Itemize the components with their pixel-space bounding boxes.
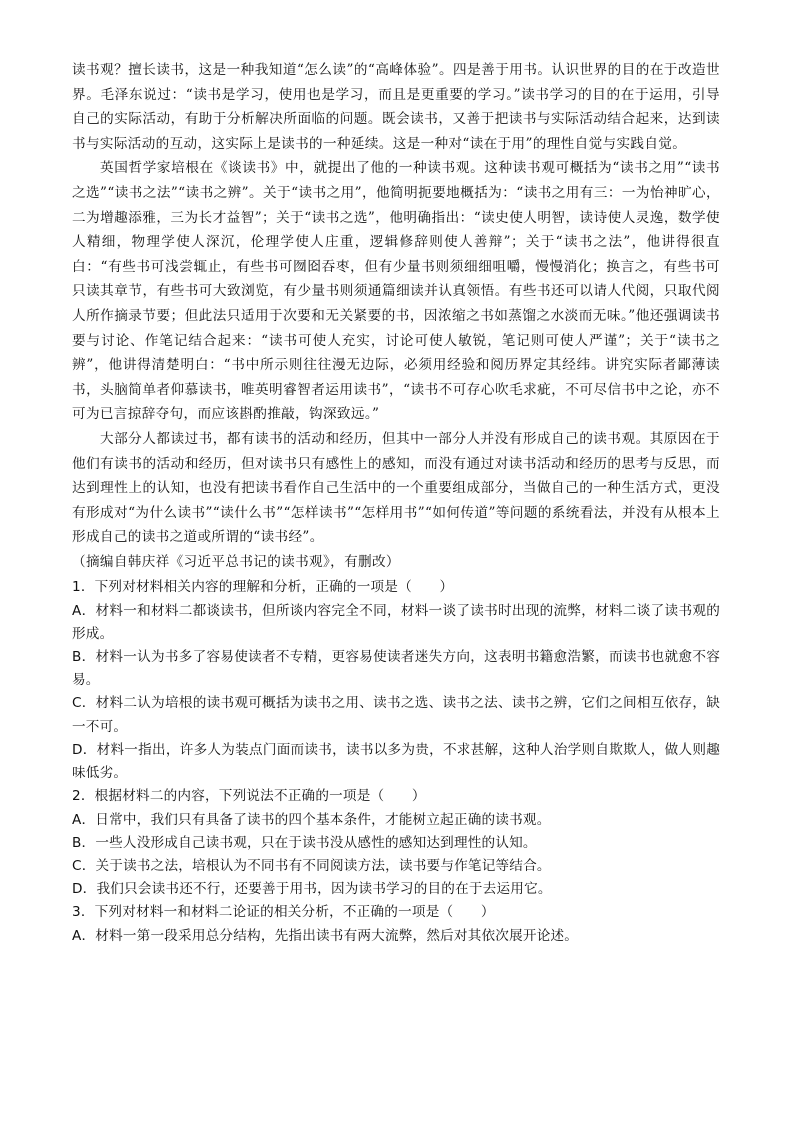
question-stem: 2．根据材料二的内容，下列说法不正确的一项是（ ）	[72, 788, 426, 805]
question-3	[72, 901, 720, 947]
question-list	[72, 576, 720, 947]
question-option: B．一些人没形成自己读书观，只在于读书没从感性的感知达到理性的认知。	[72, 834, 537, 851]
passage-source: （摘编自韩庆祥《习近平总书记的读书观》，有删改）	[72, 553, 400, 570]
question-option: A．材料一和材料二都谈读书，但所谈内容完全不同，材料一谈了读书时出现的流弊，材料二谈了读书观的形成。	[72, 602, 720, 642]
question-option: C．关于读书之法，培根认为不同书有不同阅读方法，读书要与作笔记等结合。	[72, 857, 551, 874]
question-option: A．材料一第一段采用总分结构，先指出读书有两大流弊，然后对其依次展开论述。	[72, 927, 579, 944]
question-2	[72, 785, 720, 901]
question-option: B．材料一认为书多了容易使读者不专精，更容易使读者迷失方向，这表明书籍愈浩繁，而读书也就愈不容易。	[72, 649, 720, 689]
question-option: C．材料二认为培根的读书观可概括为读书之用、读书之选、读书之法、读书之辨，它们之间相互依存，缺一不可。	[72, 695, 720, 735]
passage-paragraph-1: 读书观？擅长读书，这是一种我知道“怎么读”的“高峰体验”。四是善于用书。认识世界的目的在于改造世界。毛泽东说过：“读书是学习，使用也是学习，而且是更重要的学习。”读书学习的目的在于运用，引导自己的实际活动，有助于分析解决所面临的问题。既会读书，又善于把读书与实际活动结合起来，达到读书与实际活动的互动，这实际上是读书的一种延续。这是一种对“读在于用”的理性自觉与实践自觉。	[72, 62, 720, 152]
question-stem: 1．下列对材料相关内容的理解和分析，正确的一项是（ ）	[72, 579, 454, 596]
passage-paragraph-2: 英国哲学家培根在《谈读书》中，就提出了他的一种读书观。这种读书观可概括为“读书之用”“读书之选”“读书之法”“读书之辨”。关于“读书之用”，他简明扼要地概括为：“读书之用有三：一为怡神旷心，二为增趣添雅，三为长才益智”；关于“读书之选”，他明确指出：“读史使人明智，读诗使人灵逸，数学使人精细，物理学使人深沉，伦理学使人庄重，逻辑修辞则使人善辩”；关于“读书之法”，他讲得很直白：“有些书可浅尝辄止，有些书可囫囵吞枣，但有少量书则须细细咀嚼，慢慢消化；换言之，有些书可只读其章节，有些书可大致浏览，有少量书则须通篇细读并认真领悟。有些书还可以请人代阅，只取代阅人所作摘录节要；但此法只适用于次要和无关紧要的书，因浓缩之书如蒸馏之水淡而无味。”他还强调读书要与讨论、作笔记结合起来：“读书可使人充实，讨论可使人敏锐，笔记则可使人严谨”；关于“读书之辨”，他讲得清楚明白：“书中所示则往往漫无边际，必须用经验和阅历界定其经纬。讲究实际者鄙薄读书，头脑简单者仰慕读书，唯英明睿智者运用读书”，“读书不可存心吹毛求疵，不可尽信书中之论，亦不可为已言掠辞夺句，而应该斟酌推敲，钩深致远。”	[72, 160, 720, 423]
passage-paragraph-3: 大部分人都读过书，都有读书的活动和经历，但其中一部分人并没有形成自己的读书观。其原因在于他们有读书的活动和经历，但对读书只有感性上的感知，而没有通过对读书活动和经历的思考与反思，而达到理性上的认知，也没有把读书看作自己生活中的一个重要组成部分，当做自己的一种生活方式，更没有形成对“为什么读书”“读什么书”“怎样读书”“怎样用书”“如何传道”等问题的系统看法，并没有从根本上形成自己的读书之道或所谓的“读书经”。	[72, 430, 720, 546]
question-stem: 3．下列对材料一和材料二论证的相关分析，不正确的一项是（ ）	[72, 904, 495, 921]
document-page	[72, 58, 720, 948]
question-option: D．我们只会读书还不行，还要善于用书，因为读书学习的目的在于去运用它。	[72, 881, 552, 898]
question-1	[72, 576, 720, 785]
question-option: D．材料一指出，许多人为装点门面而读书，读书以多为贵，不求甚解，这种人治学则自欺欺人，做人则趣味低劣。	[72, 741, 720, 782]
question-option: A．日常中，我们只有具备了读书的四个基本条件，才能树立起正确的读书观。	[72, 811, 551, 828]
reading-passage	[72, 58, 720, 574]
